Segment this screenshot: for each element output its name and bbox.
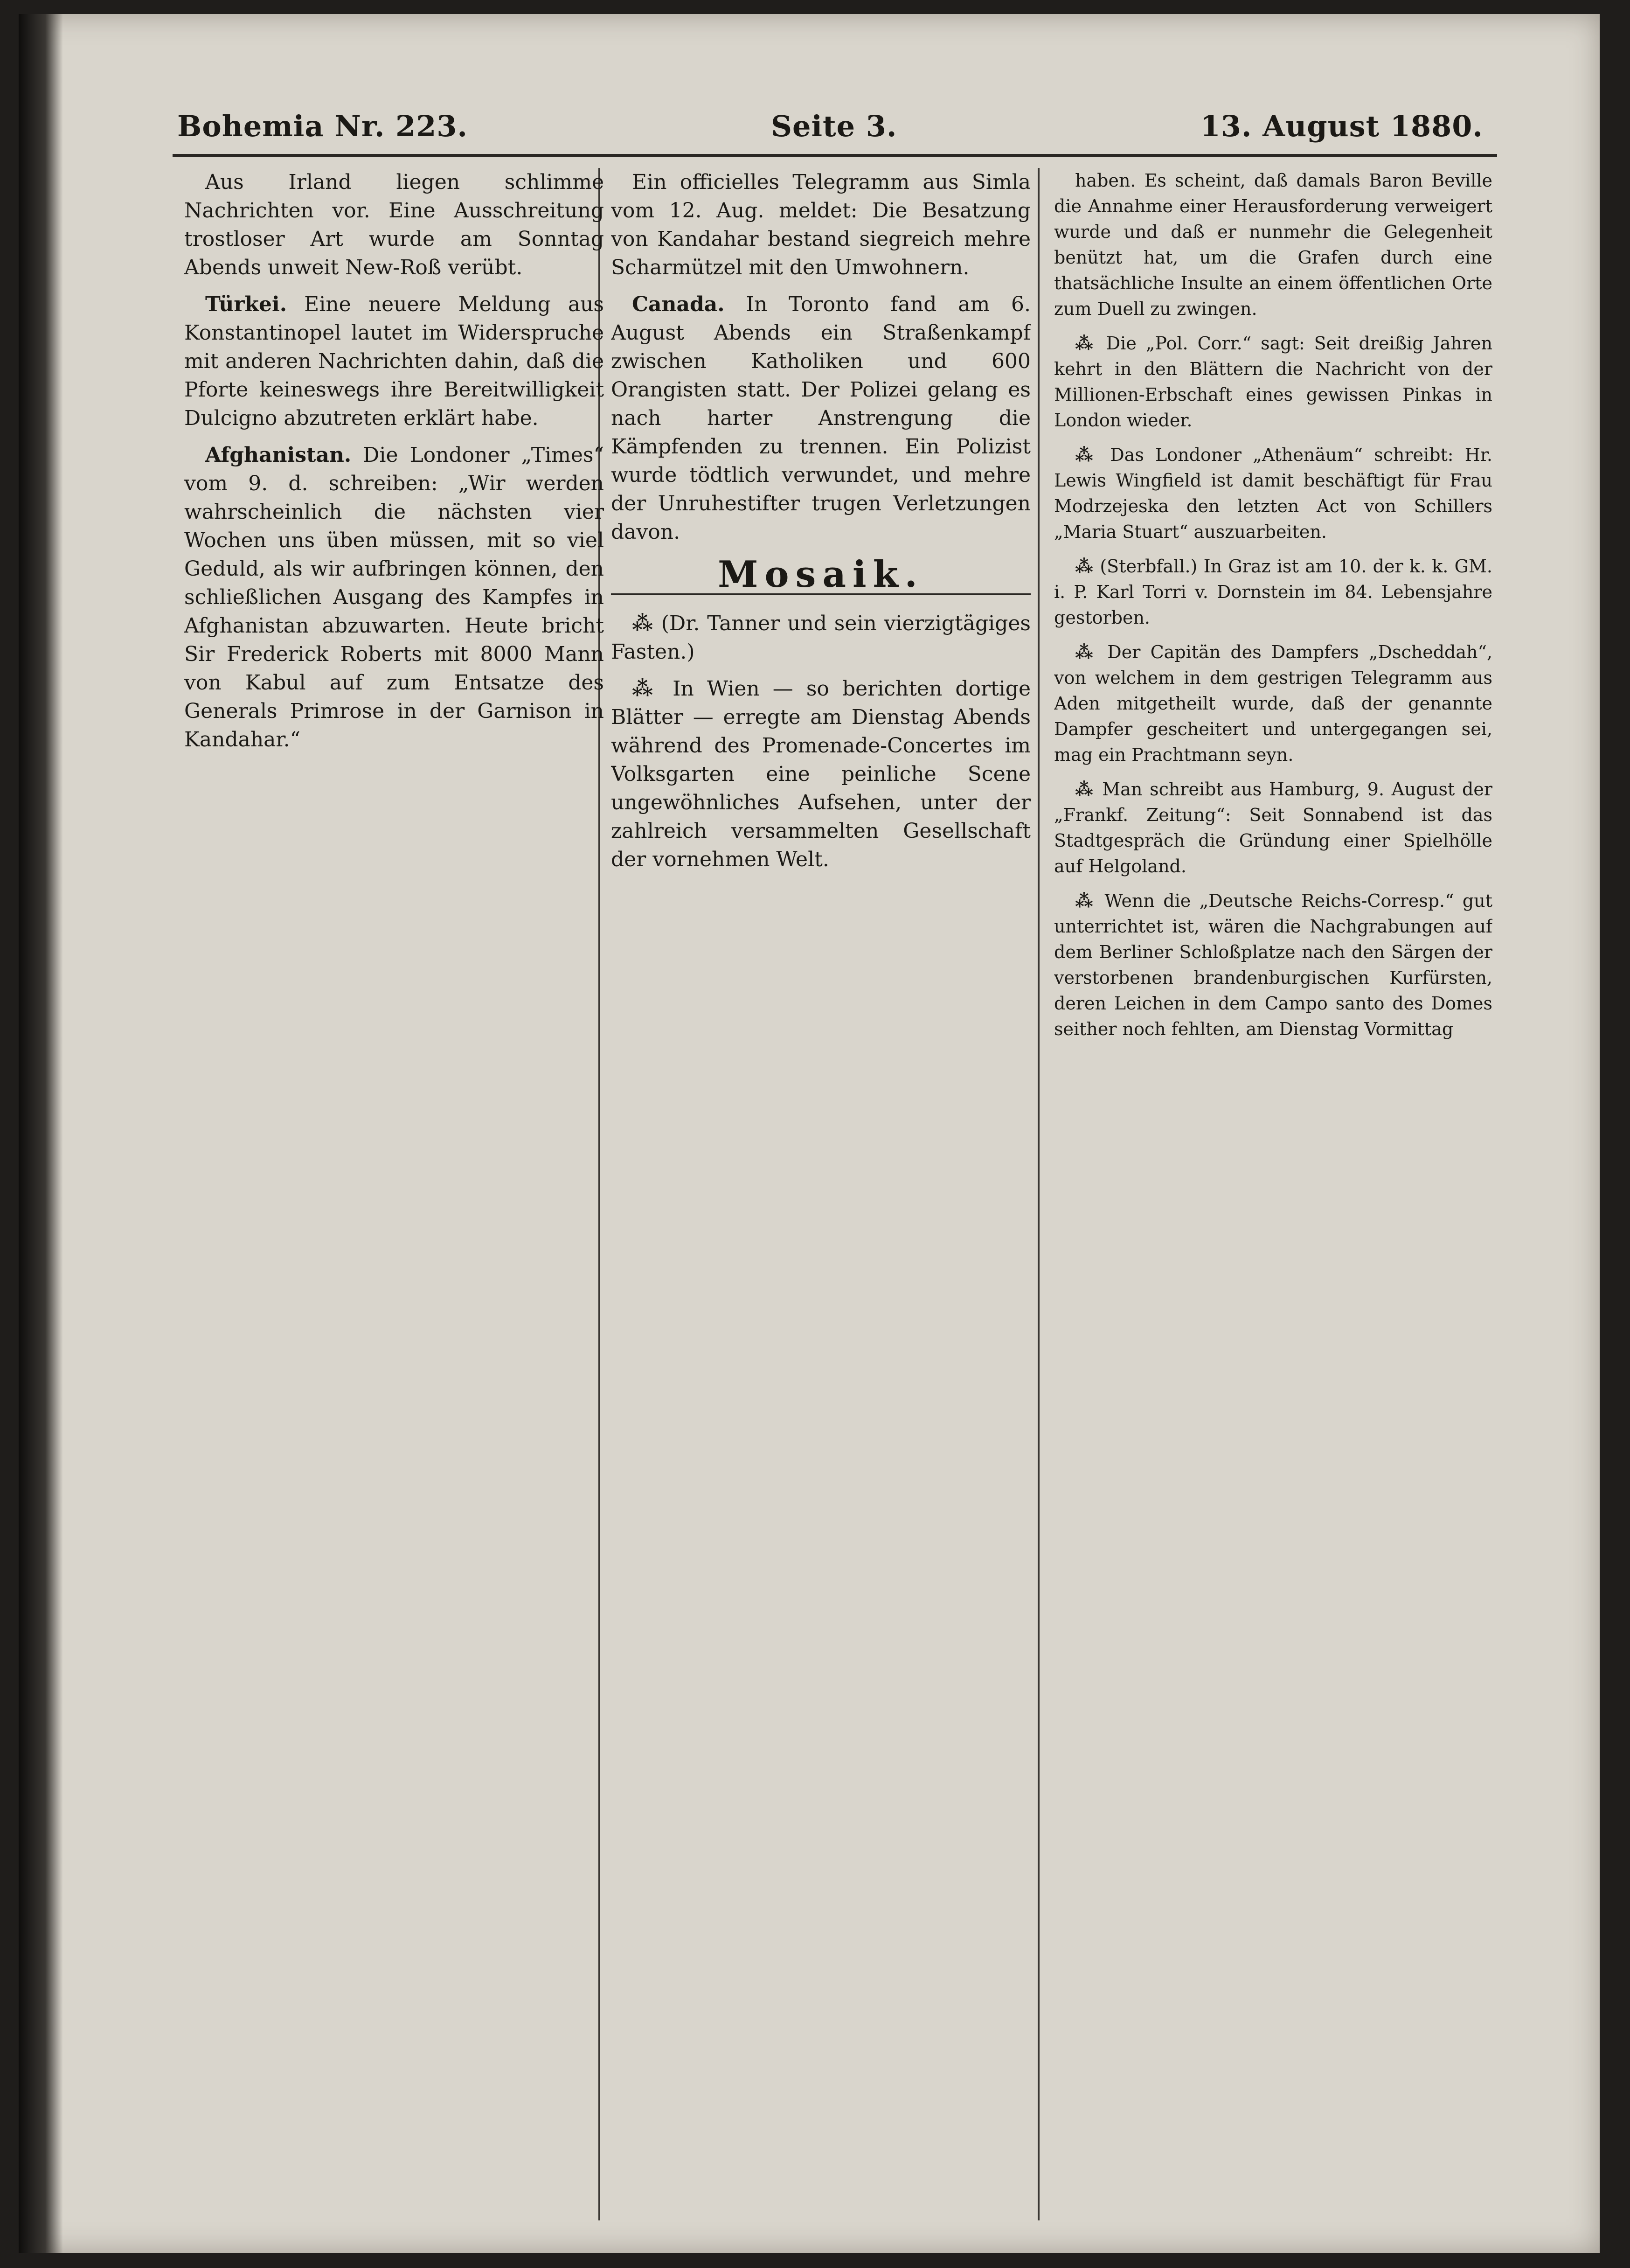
article-helgoland: [1054, 776, 1492, 879]
article-afghanistan-body: Die Londoner „Times“ vom 9. d. schreiben: „Wir werden wahrscheinlich die nächsten vier Wochen uns üben müssen, mit so viel Geduld, als wir aufbringen können, den schließlichen Ausgang des Kampfes in Afghanistan abzuwarten. Heute bricht Sir Frederick Roberts mit 8000 Mann von Kabul auf zum Entsatze des Generals Primrose in der Garnison in Kandahar.“: [184, 443, 604, 751]
article-berlin-graves-body: Wenn die „Deutsche Reichs-Corresp.“ gut unterrichtet ist, wären die Nachgrabungen auf dem Berliner Schloßplatze nach den Särgen der verstorbenen brandenburgischen Kurfürsten, deren Leichen in dem Campo santo des Domes seither noch fehlten, am Dienstag Vormittag: [1054, 891, 1492, 1039]
asterism-icon: ⁂: [1075, 779, 1095, 800]
article-afghanistan-lead: Afghanistan.: [205, 443, 352, 467]
article-afghanistan: [184, 441, 604, 754]
article-beville-continued: haben. Es scheint, daß damals Baron Beville die Annahme einer Herausforderung verweigert wurde und daß er nunmehr die Gelegenheit benützt hat, um die Grafen durch eine thatsächliche Insulte an einem öffentlichen Orte zum Duell zu zwingen.: [1054, 170, 1492, 319]
issue-date: 13. August 1880.: [1200, 109, 1483, 143]
column-1: [184, 168, 604, 2220]
article-athenaeum-body: Das Londoner „Athenäum“ schreibt: Hr. Lewis Wingfield ist damit beschäftigt für Frau Modrzejeska den letzten Act von Schillers „Maria Stuart“ auszuarbeiten.: [1054, 445, 1492, 542]
asterism-icon: ⁂: [1075, 641, 1098, 662]
article-turkey-body: Eine neuere Meldung aus Konstantinopel lautet im Widerspruche mit anderen Nachrichten dahin, daß die Pforte keineswegs ihre Bereitwilligkeit Dulcigno abzutreten erklärt habe.: [184, 292, 604, 430]
article-obituary: [1054, 553, 1492, 631]
section-title-mosaik: Mosaik.: [611, 560, 1031, 595]
article-tanner-body: (Dr. Tanner und sein vierzigtägiges Fasten.): [611, 612, 1031, 664]
article-obituary-body: (Sterbfall.) In Graz ist am 10. der k. k. GM. i. P. Karl Torri v. Dornstein im 84. Lebensjahre gestorben.: [1054, 556, 1492, 628]
header-rule: [173, 154, 1497, 157]
article-simla-telegram: Ein officielles Telegramm aus Simla vom 12. Aug. meldet: Die Besatzung von Kandahar bestand siegreich mehre Scharmützel mit den Umwohnern.: [611, 170, 1031, 279]
article-canada-body: In Toronto fand am 6. August Abends ein Straßenkampf zwischen Katholiken und 600 Orangisten statt. Der Polizei gelang es nach harter Anstrengung die Kämpfenden zu trennen. Ein Polizist wurde tödtlich verwundet, und mehre der Unruhestifter trugen Verletzungen davon.: [611, 292, 1031, 544]
column-2: [611, 168, 1031, 2220]
asterism-icon: ⁂: [1075, 556, 1094, 577]
newspaper-page: [19, 14, 1600, 2253]
article-helgoland-body: Man schreibt aus Hamburg, 9. August der „Frankf. Zeitung“: Seit Sonnabend ist das Stadtgespräch die Gründung einer Spielhölle auf Helgoland.: [1054, 779, 1492, 877]
article-dscheddah-body: Der Capitän des Dampfers „Dscheddah“, von welchem in dem gestrigen Telegramm aus Aden mitgetheilt wurde, daß der genannte Dampfer gescheitert und untergegangen sei, mag ein Prachtmann seyn.: [1054, 642, 1492, 765]
masthead-issue: Bohemia Nr. 223.: [177, 109, 468, 143]
article-canada-lead: Canada.: [632, 292, 725, 316]
article-dscheddah: [1054, 639, 1492, 768]
article-berlin-graves: [1054, 888, 1492, 1042]
article-pinkas: [1054, 330, 1492, 433]
article-turkey: [184, 290, 604, 432]
asterism-icon: ⁂: [632, 612, 654, 635]
article-turkey-lead: Türkei.: [205, 292, 287, 316]
article-ireland: Aus Irland liegen schlimme Nachrichten vor. Eine Ausschreitung trostloser Art wurde am Sonntag Abends unweit New-Roß verübt.: [184, 170, 604, 279]
article-canada: [611, 290, 1031, 546]
column-rule-2: [1038, 168, 1040, 2220]
article-vienna-body: In Wien — so berichten dortige Blätter — erregte am Dienstag Abends während des Promenade-Concertes im Volksgarten eine peinliche Scene ungewöhnliches Aufsehen, unter der zahlreich versammelten Gesellschaft der vornehmen Welt.: [611, 677, 1031, 871]
article-tanner: [611, 609, 1031, 666]
column-3: [1054, 168, 1492, 2220]
article-pinkas-body: Die „Pol. Corr.“ sagt: Seit dreißig Jahren kehrt in den Blättern die Nachricht von der Millionen-Erbschaft eines gewissen Pinkas in London wieder.: [1054, 333, 1492, 431]
asterism-icon: ⁂: [1075, 890, 1096, 911]
article-vienna: [611, 675, 1031, 874]
asterism-icon: ⁂: [1075, 333, 1097, 354]
page-header: [177, 98, 1483, 154]
asterism-icon: ⁂: [1075, 444, 1099, 465]
asterism-icon: ⁂: [632, 677, 660, 701]
article-athenaeum: [1054, 442, 1492, 545]
page-number: Seite 3.: [771, 109, 897, 143]
